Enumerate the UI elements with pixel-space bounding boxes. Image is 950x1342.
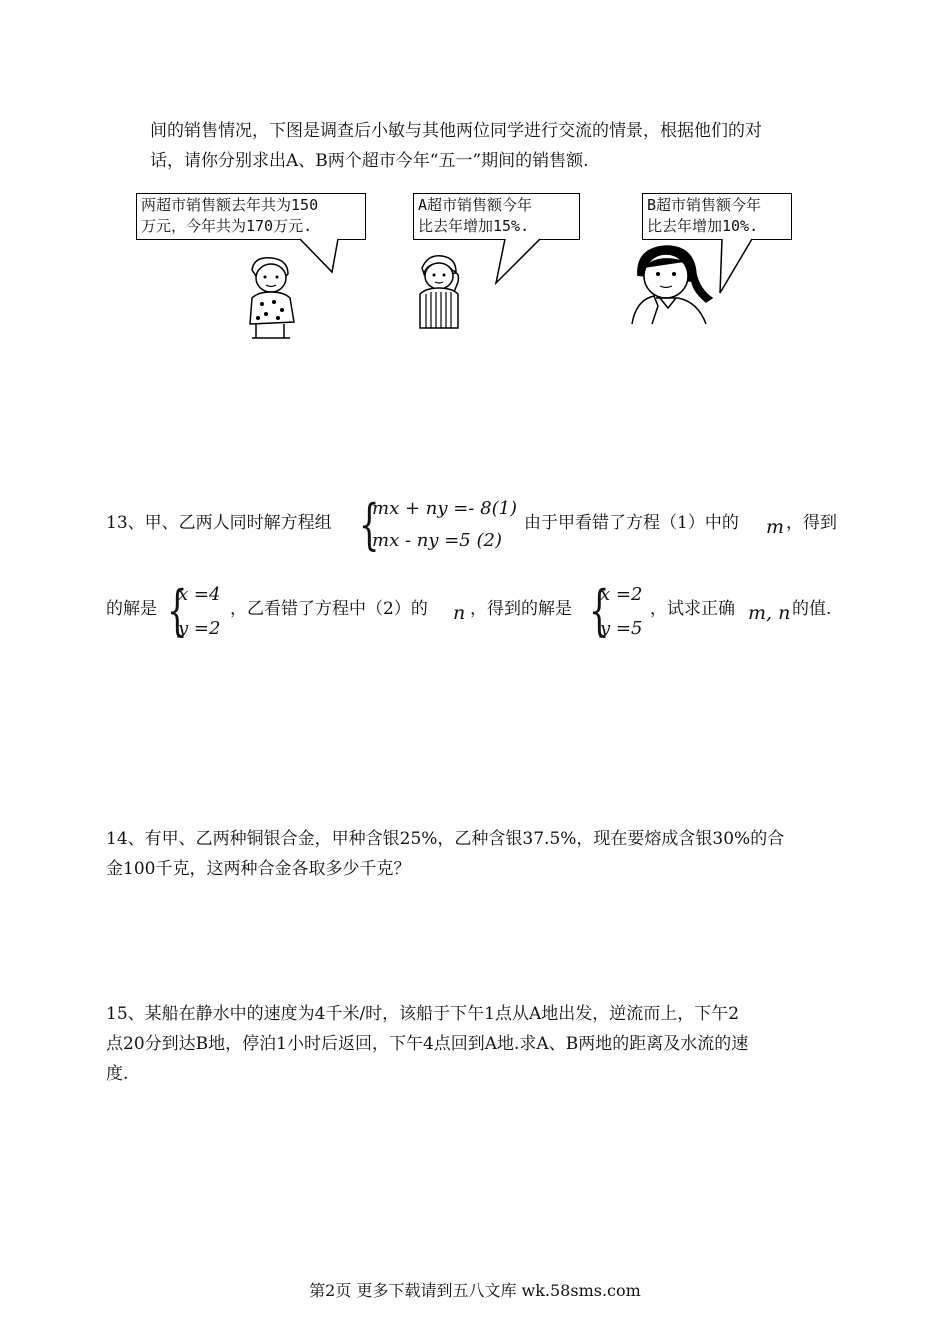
boy-illustration-1 bbox=[238, 252, 308, 342]
q13-sol1-y: y =2 bbox=[178, 618, 221, 639]
q14-line-2: 金100千克，这两种合金各取多少千克？ bbox=[106, 859, 411, 879]
q13-line2-c: ，得到的解是 bbox=[470, 599, 572, 619]
bubble-1-line-1: 两超市销售额去年共为150 bbox=[141, 196, 319, 214]
q13-sol2-y: y =5 bbox=[600, 618, 643, 639]
q13-line2-b: ，乙看错了方程中（2）的 bbox=[230, 599, 428, 619]
q15-line-3: 度. bbox=[106, 1064, 129, 1084]
left-brace: { bbox=[358, 493, 380, 556]
q15-line-2: 点20分到达B地，停泊1小时后返回，下午4点回到A地.求A、B两地的距离及水流的速 bbox=[106, 1034, 749, 1054]
left-brace: { bbox=[588, 579, 610, 642]
q13-line2-e: 的值. bbox=[792, 599, 832, 619]
q13-solution-1 bbox=[164, 580, 234, 644]
q13-lead: 13、甲、乙两人同时解方程组 bbox=[106, 513, 332, 533]
q13-mid: 由于甲看错了方程（1）中的 bbox=[524, 513, 739, 533]
bubble-3-line-1: B超市销售额今年 bbox=[647, 196, 762, 214]
bubble-2-line-2: 比去年增加15%. bbox=[418, 217, 530, 235]
q13-eq-2: mx - ny =5 (2) bbox=[372, 530, 502, 551]
bubble-1-line-2: 万元，今年共为170万元. bbox=[141, 217, 313, 235]
bubble-tails bbox=[0, 0, 950, 400]
girl-illustration bbox=[628, 240, 718, 330]
q13-var-m: m bbox=[766, 516, 785, 538]
page-footer: 第2页 更多下载请到五八文库 wk.58sms.com bbox=[309, 1281, 641, 1300]
q15-line-1: 15、某船在静水中的速度为4千米/时，该船于下午1点从A地出发，逆流而上，下午2 bbox=[106, 1004, 740, 1024]
q13-var-mn: m, n bbox=[748, 602, 791, 624]
q13-tail: ，得到 bbox=[786, 513, 837, 533]
left-brace: { bbox=[166, 579, 188, 642]
intro-line-2: 话，请你分别求出A、B两个超市今年“五一”期间的销售额. bbox=[150, 151, 589, 171]
q13-var-n: n bbox=[453, 602, 466, 624]
q13-sol1-x: x =4 bbox=[178, 584, 221, 605]
bubble-3-line-2: 比去年增加10%. bbox=[647, 217, 759, 235]
q13-solution-2 bbox=[586, 580, 656, 644]
q13-sol2-x: x =2 bbox=[600, 584, 643, 605]
bubble-2-line-1: A超市销售额今年 bbox=[418, 196, 533, 214]
q13-equation-system bbox=[356, 494, 526, 558]
q14-line-1: 14、有甲、乙两种铜银合金，甲种含银25%，乙种含银37.5%，现在要熔成含银30%的合 bbox=[106, 829, 785, 849]
q13-eq-1: mx + ny =- 8(1) bbox=[372, 498, 518, 519]
intro-line-1: 间的销售情况，下图是调查后小敏与其他两位同学进行交流的情景，根据他们的对 bbox=[150, 121, 762, 141]
q13-line2-d: ，试求正确 bbox=[650, 599, 735, 619]
boy-illustration-2 bbox=[410, 252, 470, 332]
q13-line2-a: 的解是 bbox=[106, 599, 157, 619]
